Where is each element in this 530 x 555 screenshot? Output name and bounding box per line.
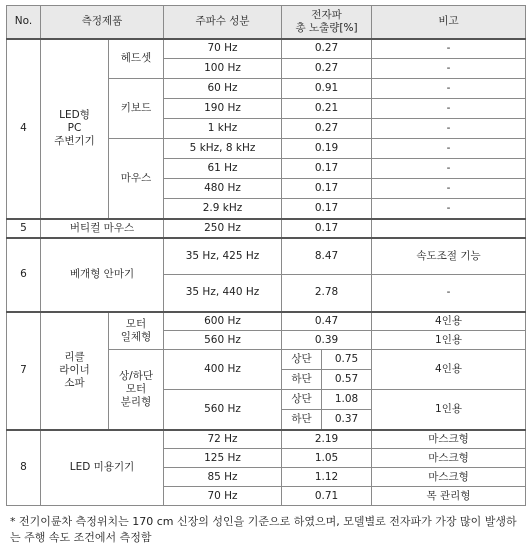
- subtype-line: 일체형: [120, 330, 152, 343]
- subtype-line: 모터: [125, 317, 147, 330]
- header-remark: 비고: [372, 6, 526, 39]
- footnote: * 전기이륜차 측정위치는 170 cm 신장의 성인을 기준으로 하였으며, 모델별로 전자파가 가장 많이 발생하는 주행 속도 조건에서 측정함: [10, 515, 517, 544]
- remark-cell: 마스크형: [372, 468, 526, 487]
- product-name-line: 소파: [64, 377, 85, 389]
- table-row: [7, 219, 526, 238]
- subtype-line: 모터: [125, 382, 147, 395]
- row-number: 6: [7, 238, 41, 312]
- frequency-cell: 35 Hz, 440 Hz: [164, 275, 282, 312]
- product-name: [41, 312, 109, 430]
- subtype-line: 분리형: [120, 395, 152, 408]
- frequency-cell: 125 Hz: [164, 449, 282, 468]
- header-product: 측정제품: [41, 6, 164, 39]
- exposure-value: 0.17: [282, 199, 372, 219]
- exposure-value: 1.05: [282, 449, 372, 468]
- row-number: 4: [7, 39, 41, 219]
- frequency-cell: 600 Hz: [164, 312, 282, 331]
- exposure-value: 1.08: [322, 390, 372, 410]
- product-subtype: [109, 312, 164, 350]
- position-label: 하단: [282, 370, 322, 390]
- frequency-cell: 1 kHz: [164, 119, 282, 139]
- product-name-line: PC: [67, 122, 82, 134]
- frequency-cell: 400 Hz: [164, 350, 282, 390]
- exposure-value: 2.19: [282, 430, 372, 449]
- exposure-value: 0.57: [322, 370, 372, 390]
- remark-cell: -: [372, 99, 526, 119]
- exposure-value: 0.91: [282, 79, 372, 99]
- row-number: 5: [7, 219, 41, 238]
- frequency-cell: 72 Hz: [164, 430, 282, 449]
- frequency-cell: 2.9 kHz: [164, 199, 282, 219]
- remark-cell: 4인용: [372, 312, 526, 331]
- table-row: [7, 238, 526, 275]
- position-label: 상단: [282, 350, 322, 370]
- exposure-value: 0.17: [282, 159, 372, 179]
- exposure-value: 0.27: [282, 119, 372, 139]
- exposure-value: 8.47: [282, 238, 372, 275]
- remark-cell: -: [372, 79, 526, 99]
- remark-cell: 마스크형: [372, 430, 526, 449]
- product-subtype: 마우스: [109, 139, 164, 219]
- product-subtype: [109, 350, 164, 430]
- remark-cell: 4인용: [372, 350, 526, 390]
- remark-cell: 1인용: [372, 390, 526, 430]
- exposure-value: 0.71: [282, 487, 372, 506]
- frequency-cell: 85 Hz: [164, 468, 282, 487]
- exposure-value: 0.47: [282, 312, 372, 331]
- frequency-cell: 70 Hz: [164, 487, 282, 506]
- product-subtype: 키보드: [109, 79, 164, 139]
- remark-cell: 속도조절 기능: [372, 238, 526, 275]
- remark-cell: -: [372, 275, 526, 312]
- table-row: [7, 39, 526, 59]
- product-name-line: 라이너: [59, 364, 90, 376]
- row-number: 7: [7, 312, 41, 430]
- frequency-cell: 35 Hz, 425 Hz: [164, 238, 282, 275]
- exposure-value: 0.21: [282, 99, 372, 119]
- exposure-value: 0.37: [322, 410, 372, 430]
- position-label: 하단: [282, 410, 322, 430]
- frequency-cell: 100 Hz: [164, 59, 282, 79]
- remark-cell: -: [372, 159, 526, 179]
- remark-cell: -: [372, 119, 526, 139]
- frequency-cell: 60 Hz: [164, 79, 282, 99]
- product-name-line: LED형: [59, 109, 90, 121]
- remark-cell: 목 관리형: [372, 487, 526, 506]
- product-name: LED 미용기기: [41, 430, 164, 506]
- remark-cell: -: [372, 139, 526, 159]
- exposure-value: 0.17: [282, 219, 372, 238]
- remark-cell: 마스크형: [372, 449, 526, 468]
- remark-cell: -: [372, 39, 526, 59]
- header-exposure: [282, 6, 372, 39]
- exposure-value: 0.19: [282, 139, 372, 159]
- product-name: 베개형 안마기: [41, 238, 164, 312]
- remark-cell: [372, 219, 526, 238]
- product-name: 버티컬 마우스: [41, 219, 164, 238]
- exposure-value: 1.12: [282, 468, 372, 487]
- product-subtype: 헤드셋: [109, 39, 164, 79]
- frequency-cell: 480 Hz: [164, 179, 282, 199]
- header-frequency: 주파수 성분: [164, 6, 282, 39]
- frequency-cell: 61 Hz: [164, 159, 282, 179]
- exposure-value: 0.39: [282, 331, 372, 350]
- remark-cell: 1인용: [372, 331, 526, 350]
- exposure-value: 0.27: [282, 59, 372, 79]
- frequency-cell: 560 Hz: [164, 331, 282, 350]
- exposure-value: 0.17: [282, 179, 372, 199]
- table-header-row: [7, 6, 526, 39]
- row-number: 8: [7, 430, 41, 506]
- table-row: [7, 430, 526, 449]
- remark-cell: -: [372, 199, 526, 219]
- frequency-cell: 70 Hz: [164, 39, 282, 59]
- remark-cell: -: [372, 59, 526, 79]
- frequency-cell: 250 Hz: [164, 219, 282, 238]
- header-exposure-line1: 전자파: [311, 8, 342, 21]
- frequency-cell: 560 Hz: [164, 390, 282, 430]
- table-row: [7, 312, 526, 331]
- position-label: 상단: [282, 390, 322, 410]
- frequency-cell: 190 Hz: [164, 99, 282, 119]
- product-name: [41, 39, 109, 219]
- header-no: No.: [7, 6, 41, 39]
- frequency-cell: 5 kHz, 8 kHz: [164, 139, 282, 159]
- product-name-line: 주변기기: [54, 135, 95, 147]
- header-exposure-line2: 총 노출량[%]: [295, 21, 358, 34]
- exposure-value: 0.27: [282, 39, 372, 59]
- remark-cell: -: [372, 179, 526, 199]
- exposure-value: 2.78: [282, 275, 372, 312]
- emf-measurement-table: [6, 5, 526, 506]
- subtype-line: 상/하단: [119, 369, 153, 382]
- exposure-value: 0.75: [322, 350, 372, 370]
- product-name-line: 리클: [64, 351, 85, 363]
